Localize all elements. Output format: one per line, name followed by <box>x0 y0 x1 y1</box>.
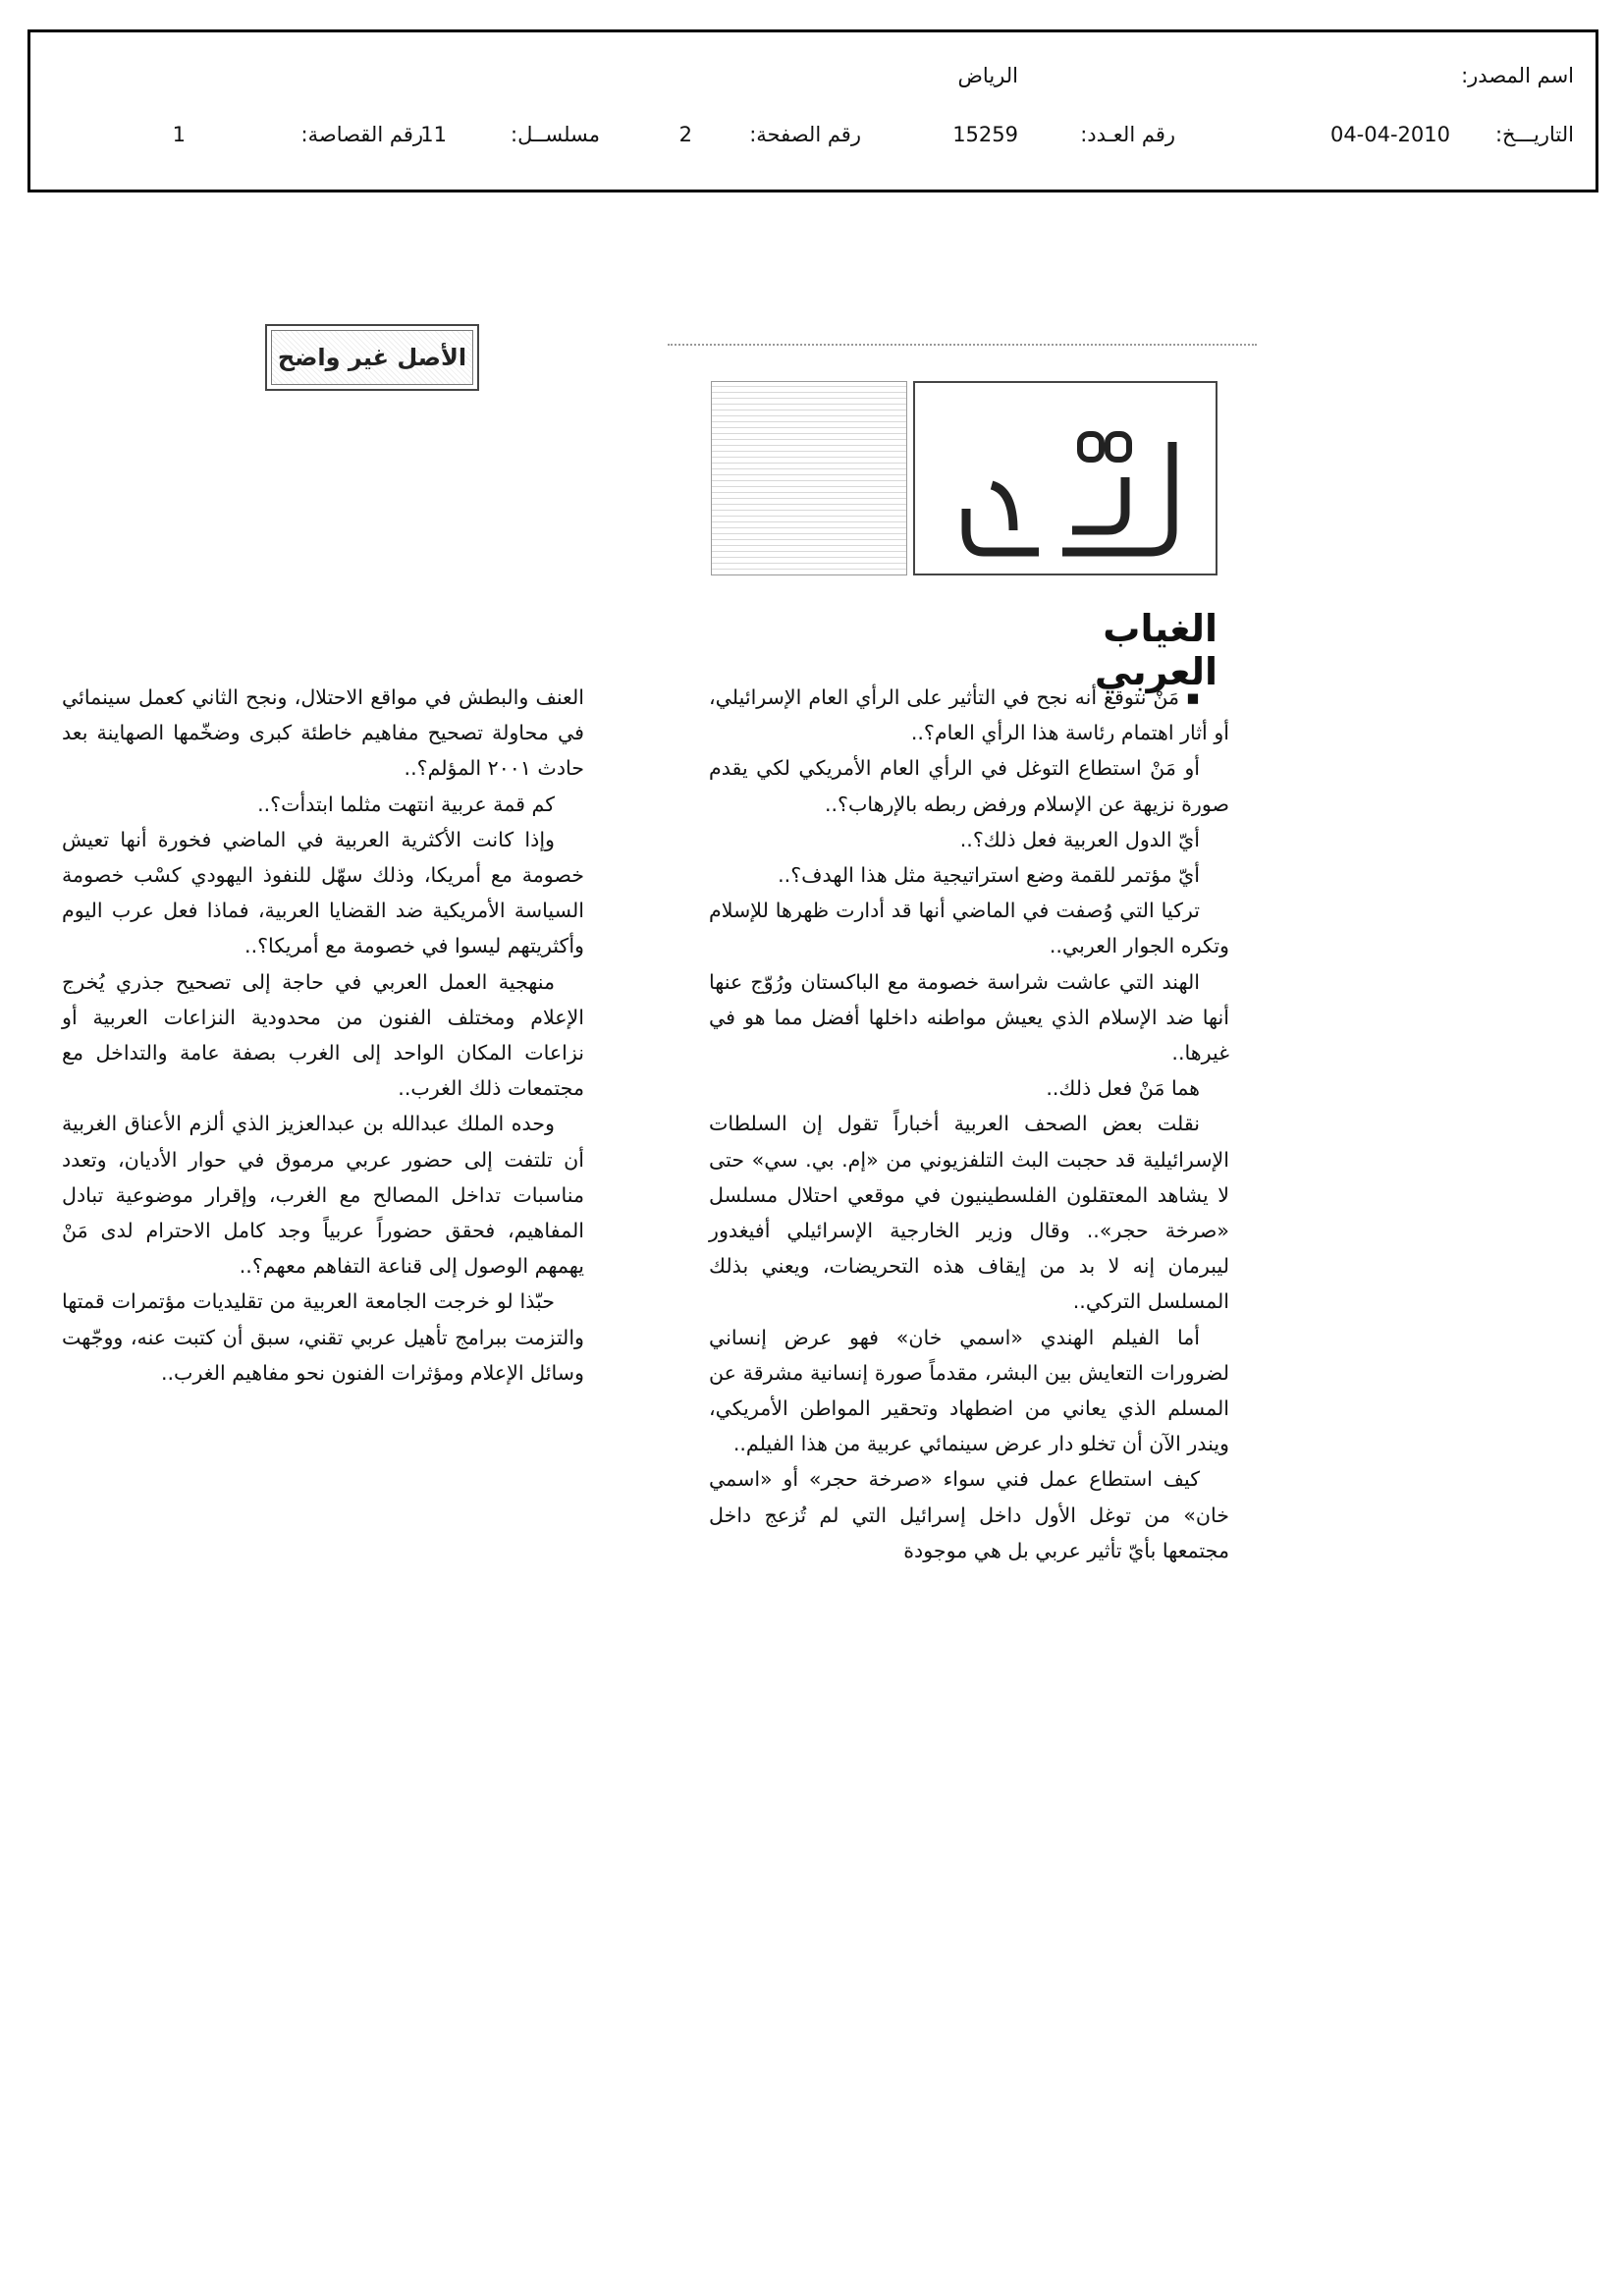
liqaa-logo-mark <box>915 383 1216 574</box>
paragraph: نقلت بعض الصحف العربية أخباراً تقول إن السلطات الإسرائيلية قد حجبت البث التلفزيوني من «إم. بي. سي» حتى لا يشاهد المعتقلون الفلسطينيون في موقعي احتلال مسلسل «صرخة حجر».. وقال وزير الخارجية الإسرائيلي أفيغدور ليبرمان إنه لا بد من إيقاف هذه التحريضات، ويعني بذلك المسلسل التركي.. <box>709 1112 1229 1314</box>
serial-value: 11 <box>420 123 447 146</box>
source-value: الرياض <box>957 64 1018 87</box>
paragraph: هما مَنْ فعل ذلك.. <box>1046 1076 1200 1101</box>
clipping-header <box>27 29 1598 192</box>
paragraph: منهجية العمل العربي في حاجة إلى تصحيح جذري يُخرج الإعلام ومختلف الفنون من محدودية النزاعات العربية أو نزاعات المكان الواحد إلى الغرب بصفة عامة والتداخل مع مجتمعات ذلك الغرب.. <box>62 969 584 1101</box>
serial-label: مسلســل: <box>511 123 600 146</box>
article-column-left <box>62 680 584 1391</box>
date-label: التاريـــخ: <box>1494 123 1574 146</box>
scan-divider <box>668 344 1257 346</box>
paragraph: ▪ مَنْ نتوقع أنه نجح في التأثير على الرأي العام الإسرائيلي، أو أثار اهتمام رئاسة هذا الرأي العام؟.. <box>709 685 1229 745</box>
paragraph: كم قمة عربية انتهت مثلما ابتدأت؟.. <box>257 792 555 816</box>
paragraph: أما الفيلم الهندي «اسمي خان» فهو عرض إنساني لضرورات التعايش بين البشر، مقدماً صورة إنسانية مشرقة عن المسلم الذي يعاني من اضطهاد وتحقير المواطن الأمريكي، ويندر الآن أن تخلو دار عرض سينمائي عربية من هذا الفيلم.. <box>709 1325 1229 1456</box>
paragraph: أو مَنْ استطاع التوغل في الرأي العام الأمريكي لكي يقدم صورة نزيهة عن الإسلام ورفض ربطه بالإرهاب؟.. <box>709 756 1229 816</box>
unclear-original-stamp <box>265 324 479 391</box>
paragraph: وإذا كانت الأكثرية العربية في الماضي فخورة أنها تعيش خصومة مع أمريكا، وذلك سهّل للنفوذ اليهودي كسْب خصومة السياسة الأمريكية ضد القضايا العربية، فماذا فعل عرب اليوم وأكثريتهم ليسوا في خصومة مع أمريكا؟.. <box>62 827 584 958</box>
date-value: 04-04-2010 <box>1329 123 1450 146</box>
source-label: اسم المصدر: <box>1461 64 1574 87</box>
paragraph: أيّ الدول العربية فعل ذلك؟.. <box>959 827 1200 851</box>
clip-label: رقم القصاصة: <box>300 123 423 146</box>
issue-value: 15259 <box>952 123 1018 146</box>
paragraph: أيّ مؤتمر للقمة وضع استراتيجية مثل هذا الهدف؟.. <box>778 863 1200 888</box>
clip-value: 1 <box>172 123 186 146</box>
paragraph: العنف والبطش في مواقع الاحتلال، ونجح الثاني كعمل سينمائي في محاولة تصحيح مفاهيم خاطئة كبرى وضخّمها الصهاينة بعد حادث ٢٠٠١ المؤلم؟.. <box>62 685 584 781</box>
paragraph: تركيا التي وُصفت في الماضي أنها قد أدارت ظهرها للإسلام وتكره الجوار العربي.. <box>709 899 1229 958</box>
article-headline: الغياب العربي <box>1094 607 1217 693</box>
page-label: رقم الصفحة: <box>749 123 861 146</box>
page-value: 2 <box>678 123 692 146</box>
paragraph: وحده الملك عبدالله بن عبدالعزيز الذي ألزم الأعناق الغربية أن تلتفت إلى حضور عربي مرموق في حوار الأديان، وتعدد مناسبات تداخل المصالح مع الغرب، وإقرار موضوعية تبادل المفاهيم، فحقق حضوراً عربياً وجد كامل الاحترام لدى مَنْ يهمهم الوصول إلى قناعة التفاهم معهم؟.. <box>62 1112 584 1279</box>
paragraph: كيف استطاع عمل فني سواء «صرخة حجر» أو «اسمي خان» من توغل الأول داخل إسرائيل التي لم تُزعج داخل مجتمعها بأيّ تأثير عربي بل هي موجودة <box>709 1467 1229 1562</box>
paragraph: الهند التي عاشت شراسة خصومة مع الباكستان ورُوّج عنها أنها ضد الإسلام الذي يعيش مواطنه داخلها أفضل مما هو في غيرها.. <box>709 969 1229 1066</box>
issue-label: رقم العـدد: <box>1080 123 1175 146</box>
unclear-original-text: الأصل غير واضح <box>271 330 473 385</box>
column-decoration <box>711 381 907 575</box>
paragraph: حبّذا لو خرجت الجامعة العربية من تقليديات مؤتمرات قمتها والتزمت ببرامج تأهيل عربي تقني، سبق أن كتبت عنه، ووجّهت وسائل الإعلام ومؤثرات الفنون نحو مفاهيم الغرب.. <box>62 1289 584 1385</box>
column-logo <box>913 381 1217 575</box>
article-column-right <box>709 680 1229 1568</box>
